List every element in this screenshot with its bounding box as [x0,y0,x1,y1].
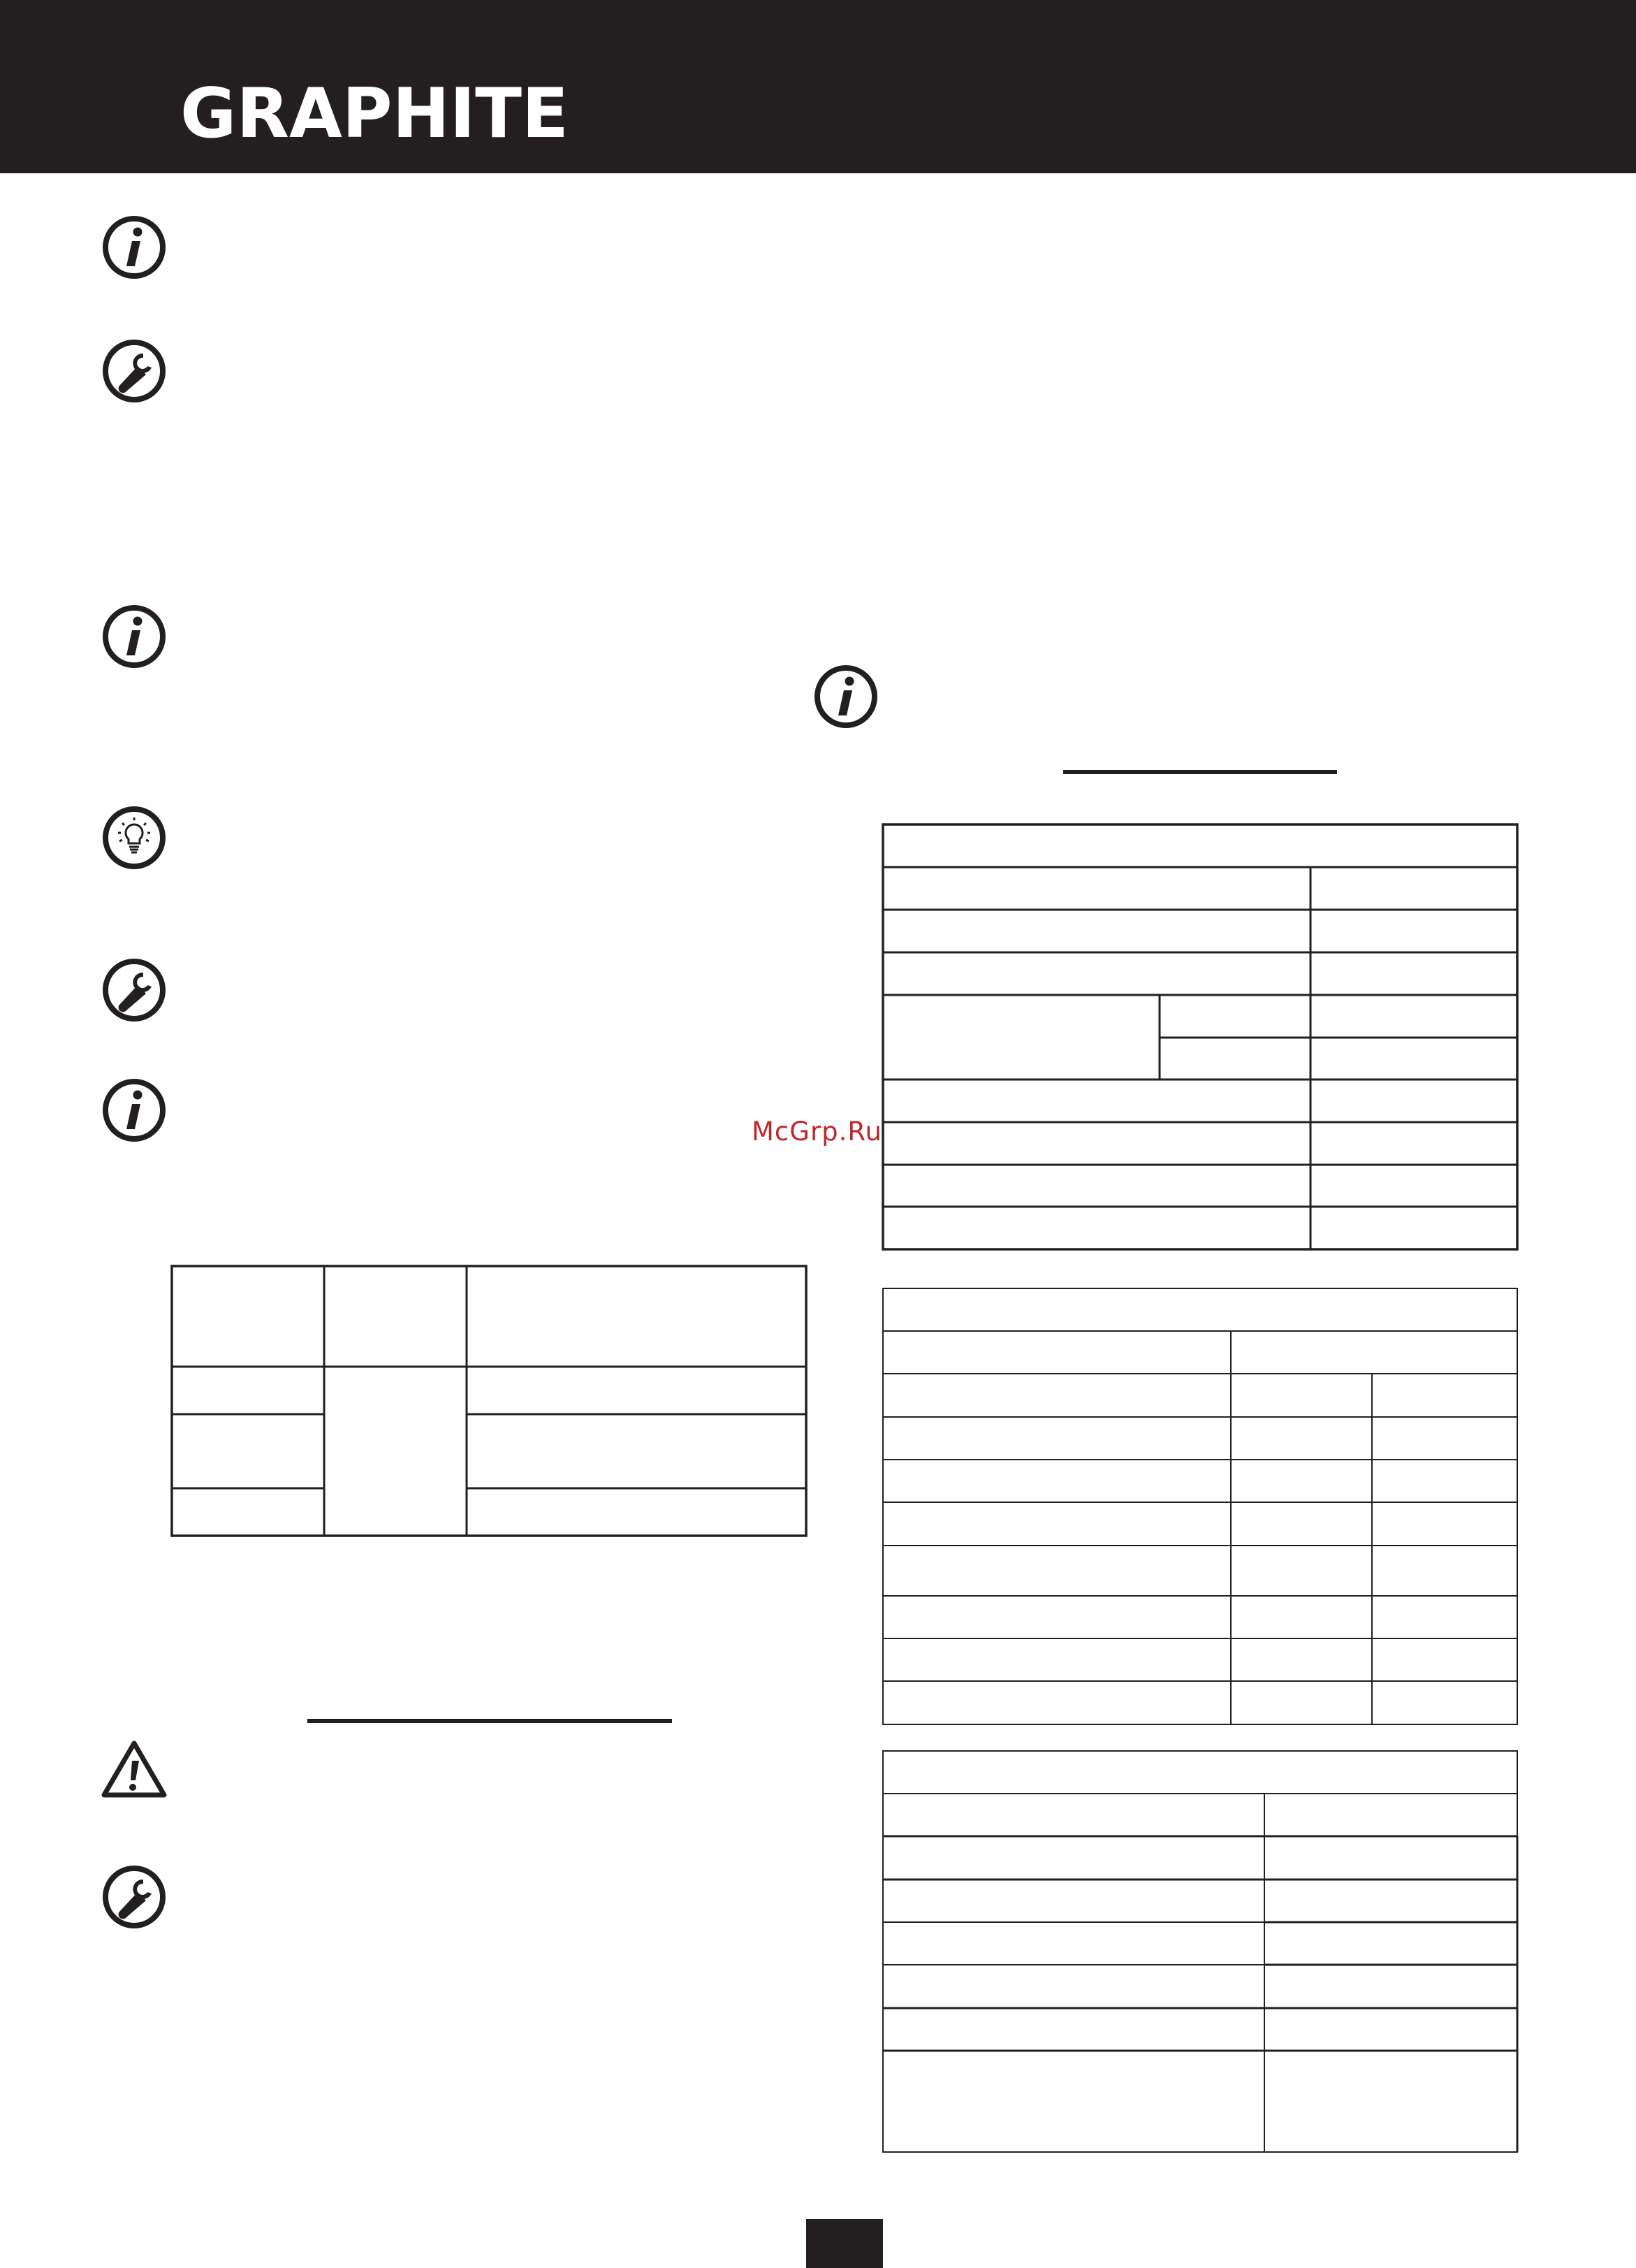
lightbulb-icon [101,805,167,871]
wrench-icon [101,957,167,1023]
info-icon [101,1077,167,1143]
left-table [170,1265,808,1537]
section-title-rule [307,1719,672,1723]
page-number-tab [806,2219,883,2268]
watermark: McGrp.Ru [752,1117,882,1147]
brand-logo [180,77,569,141]
specs-table-2 [882,1287,1520,1726]
wrench-icon [101,338,167,404]
warning-icon [101,1740,168,1798]
info-icon [101,215,167,280]
specs-table-3 [882,1750,1520,2153]
info-icon [101,604,167,669]
brand-logo-text: GRAPHITE [180,77,569,141]
specs-table-1 [882,823,1520,1252]
info-icon [813,664,879,729]
section-title-rule [1063,770,1337,774]
wrench-icon [101,1864,167,1930]
